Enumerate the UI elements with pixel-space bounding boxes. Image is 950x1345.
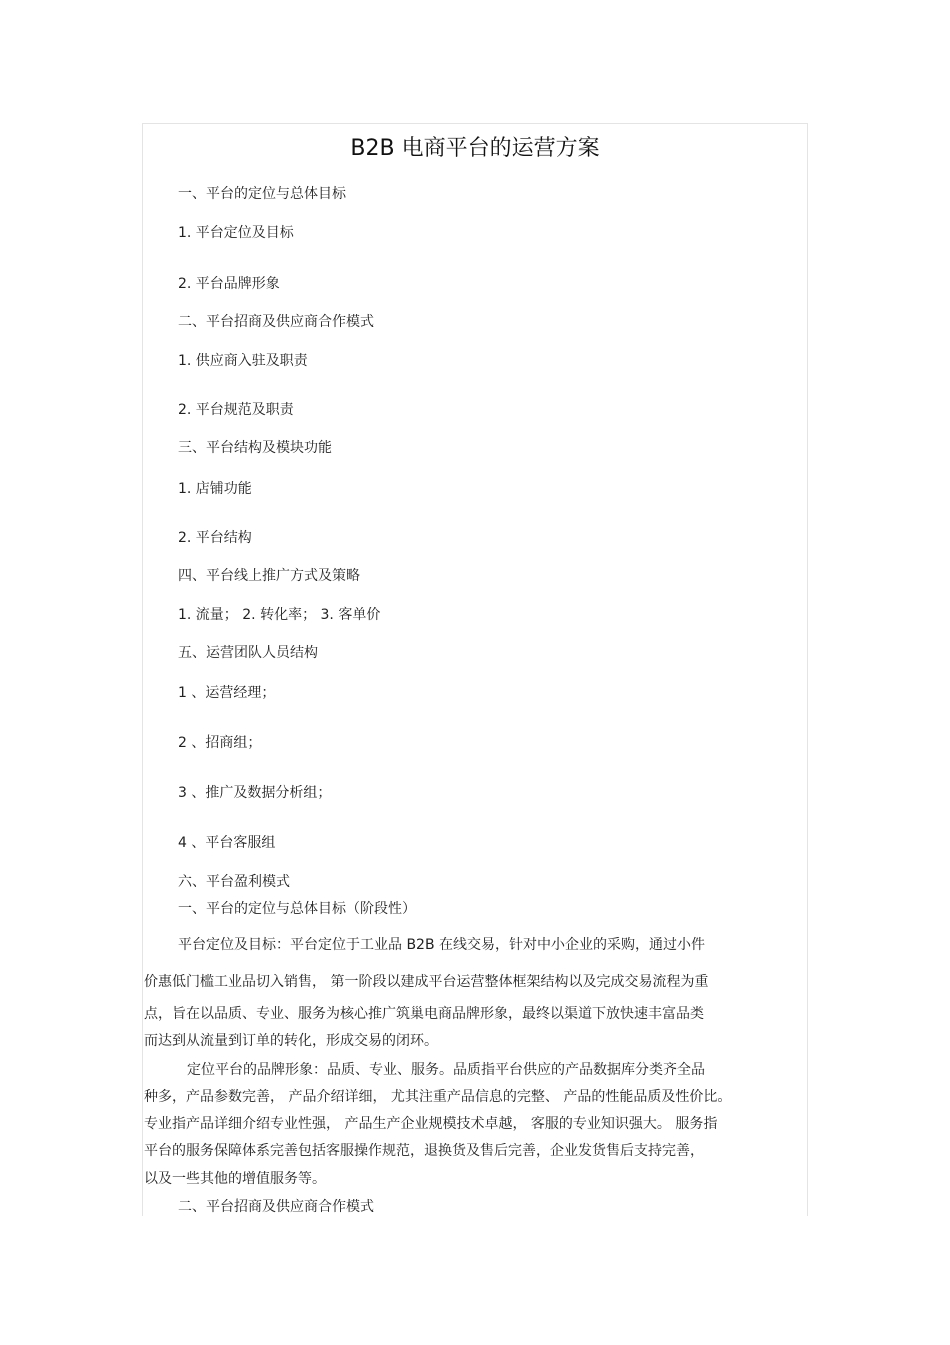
outline-item: 3 、推广及数据分析组； bbox=[178, 785, 332, 801]
outline-item: 1. 流量； 2. 转化率； 3. 客单价 bbox=[178, 607, 381, 623]
outline-item: 4 、平台客服组 bbox=[178, 835, 276, 851]
outline-item: 1 、运营经理； bbox=[178, 685, 276, 701]
body-paragraph-line: 点，旨在以品质、专业、服务为核心推广筑巢电商品牌形象，最终以渠道下放快速丰富品类 bbox=[144, 1006, 704, 1022]
body-paragraph-line: 以及一些其他的增值服务等。 bbox=[144, 1171, 326, 1187]
outline-item: 2. 平台品牌形象 bbox=[178, 276, 280, 292]
body-paragraph-line: 定位平台的品牌形象：品质、专业、服务。品质指平台供应的产品数据库分类齐全品 bbox=[187, 1062, 705, 1078]
body-paragraph-line: 种多，产品参数完善， 产品介绍详细， 尤其注重产品信息的完整、 产品的性能品质及性价比。 bbox=[144, 1089, 732, 1105]
body-paragraph-line: 二、平台招商及供应商合作模式 bbox=[178, 1199, 374, 1215]
outline-item: 四、平台线上推广方式及策略 bbox=[178, 568, 360, 584]
document-title: B2B 电商平台的运营方案 bbox=[350, 136, 600, 161]
outline-item: 2. 平台结构 bbox=[178, 530, 252, 546]
outline-item: 2 、招商组； bbox=[178, 735, 262, 751]
outline-item: 三、平台结构及模块功能 bbox=[178, 440, 332, 456]
body-paragraph-line: 平台的服务保障体系完善包括客服操作规范，退换货及售后完善，企业发货售后支持完善， bbox=[144, 1143, 704, 1159]
body-paragraph-line: 而达到从流量到订单的转化，形成交易的闭环。 bbox=[144, 1033, 438, 1049]
outline-item: 1. 店铺功能 bbox=[178, 481, 252, 497]
outline-item: 2. 平台规范及职责 bbox=[178, 402, 294, 418]
outline-item: 1. 平台定位及目标 bbox=[178, 225, 294, 241]
outline-item: 一、平台的定位与总体目标 bbox=[178, 186, 346, 202]
outline-item: 一、平台的定位与总体目标（阶段性） bbox=[178, 901, 416, 917]
document-page bbox=[142, 123, 808, 1216]
outline-item: 二、平台招商及供应商合作模式 bbox=[178, 314, 374, 330]
body-paragraph-line: 平台定位及目标：平台定位于工业品 B2B 在线交易，针对中小企业的采购，通过小件 bbox=[178, 937, 706, 953]
outline-item: 六、平台盈利模式 bbox=[178, 874, 290, 890]
body-paragraph-line: 专业指产品详细介绍专业性强， 产品生产企业规模技术卓越， 客服的专业知识强大。 服务指 bbox=[144, 1116, 718, 1132]
outline-item: 1. 供应商入驻及职责 bbox=[178, 353, 308, 369]
outline-item: 五、运营团队人员结构 bbox=[178, 645, 318, 661]
body-paragraph-line: 价惠低门槛工业品切入销售， 第一阶段以建成平台运营整体框架结构以及完成交易流程为重 bbox=[144, 974, 709, 990]
